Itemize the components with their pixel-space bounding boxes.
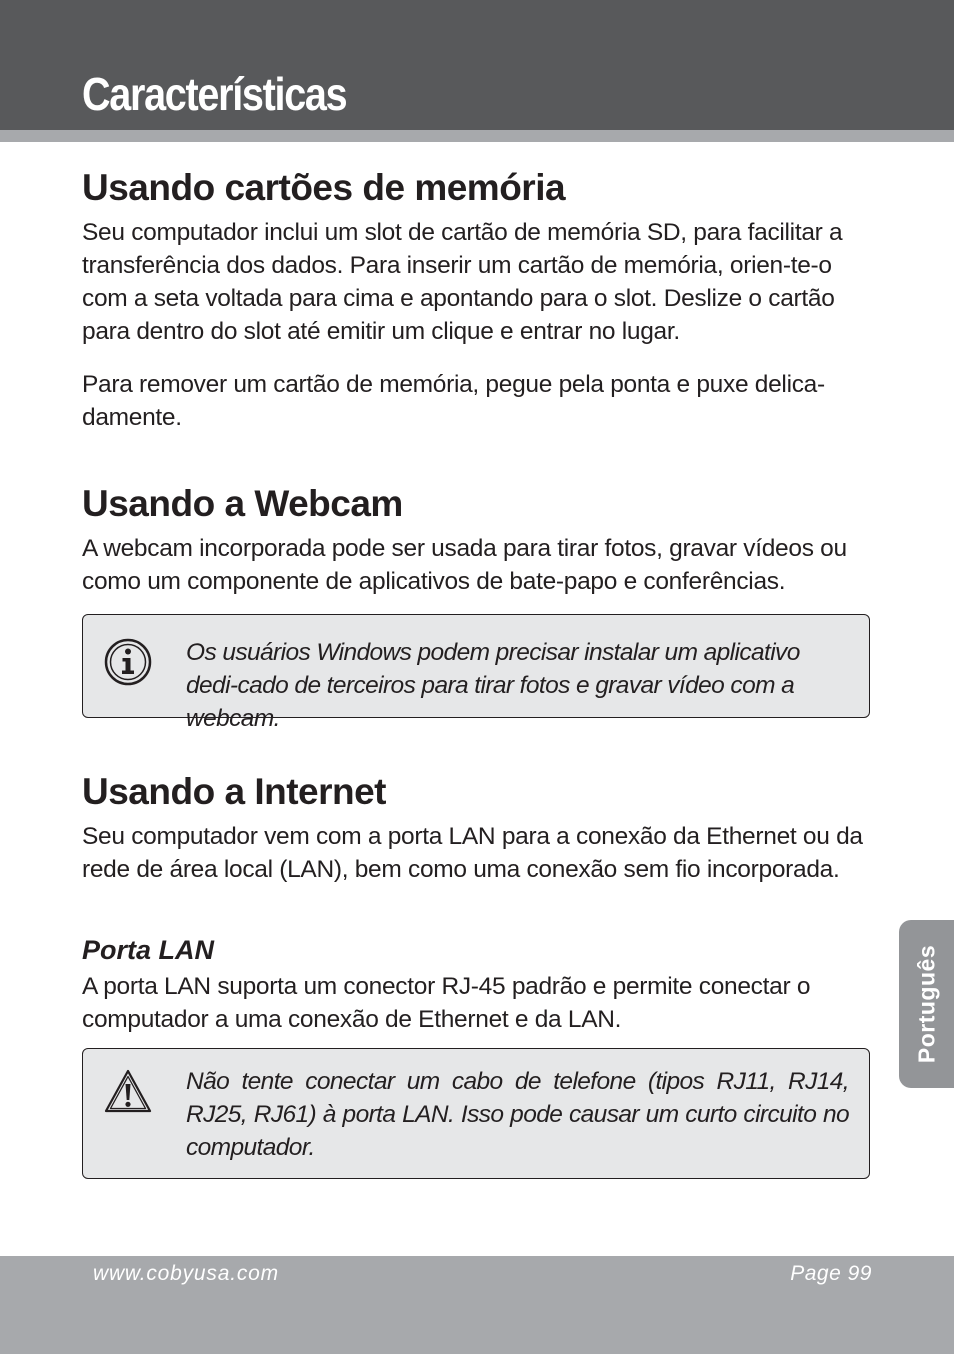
memory-paragraph-1: Seu computador inclui um slot de cartão de memória SD, para facilitar a transferência dos dados. Para inserir um cartão de memória, orien-te-o com a seta voltada para cima e apontando para o slot. Deslize o cartão para dentro do slot até emitir um clique e entrar no lugar. — [82, 219, 843, 345]
warning-icon — [103, 1067, 153, 1117]
section-memory-cards — [82, 160, 872, 434]
internet-paragraph-1: Seu computador vem com a porta LAN para a conexão da Ethernet ou da rede de área local (LAN), bem como uma conexão sem fio incorporada. — [82, 823, 863, 883]
section-internet — [82, 764, 872, 1036]
warning-note-text: Não tente conectar um cabo de telefone (tipos RJ11, RJ14, RJ25, RJ61) à porta LAN. Isso pode causar um curto circuito no computador. — [186, 1068, 849, 1161]
info-note — [82, 614, 870, 732]
info-icon — [103, 637, 153, 687]
section-heading-internet: Usando a Internet — [82, 771, 386, 812]
info-note-text: Os usuários Windows podem precisar instalar um aplicativo dedi-cado de terceiros para tirar fotos e gravar vídeo com a webcam. — [186, 639, 800, 732]
page-header — [0, 0, 954, 130]
subheading-lan-port: Porta LAN — [82, 935, 215, 965]
footer-url: www.cobyusa.com — [93, 1262, 279, 1285]
internet-paragraph-2: A porta LAN suporta um conector RJ-45 padrão e permite conectar o computador a uma conexão de Ethernet e da LAN. — [82, 973, 811, 1033]
page-footer — [0, 1256, 954, 1354]
page-title: Características — [82, 68, 347, 120]
footer-page-number: Page 99 — [790, 1262, 872, 1285]
warning-note — [82, 1048, 870, 1179]
language-tab-label: Português — [913, 944, 939, 1064]
section-webcam — [82, 476, 872, 598]
language-tab — [899, 920, 954, 1088]
section-heading-webcam: Usando a Webcam — [82, 483, 403, 524]
header-strip — [0, 130, 954, 142]
section-heading-memory: Usando cartões de memória — [82, 167, 566, 208]
memory-paragraph-2: Para remover um cartão de memória, pegue pela ponta e puxe delica-damente. — [82, 371, 825, 431]
webcam-paragraph: A webcam incorporada pode ser usada para tirar fotos, gravar vídeos ou como um componente de aplicativos de bate-papo e conferências. — [82, 535, 847, 595]
